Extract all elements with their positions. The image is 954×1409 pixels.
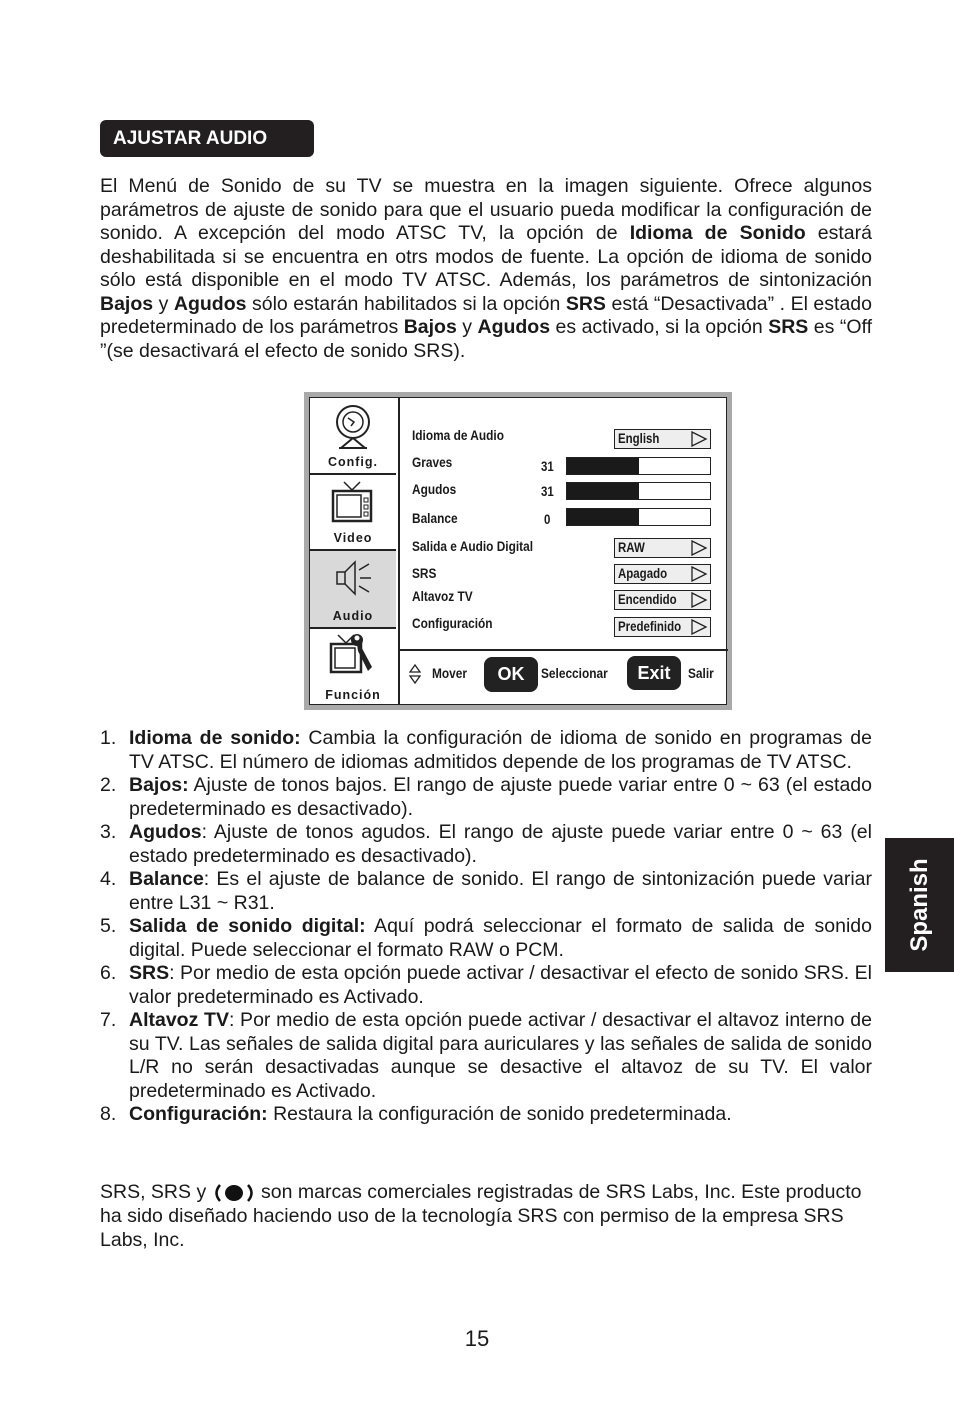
list-item-text: Ajuste de tonos bajos. El rango de ajuste puede variar entre 0 ~ 63 (el estado predeterminado es desactivado). xyxy=(129,774,872,820)
trademark-text-end: son marcas comerciales registradas de SRS Labs, Inc. Este producto ha sido diseñado haciendo uso de la tecnología SRS con permiso de la empresa SRS Labs, Inc. xyxy=(100,1181,862,1251)
list-item xyxy=(100,821,872,868)
ok-button[interactable]: OK xyxy=(484,657,538,692)
list-item-term: Idioma de sonido: xyxy=(129,727,301,749)
list-item xyxy=(100,868,872,915)
sidebar-label-audio: Audio xyxy=(332,609,374,623)
row-label-srs: SRS xyxy=(412,566,437,581)
graves-value: 31 xyxy=(541,459,554,474)
row-label-idioma: Idioma de Audio xyxy=(412,428,504,443)
exit-button[interactable]: Exit xyxy=(627,656,681,690)
list-item-term: Configuración: xyxy=(129,1103,268,1125)
menu-footer xyxy=(398,649,728,706)
list-item-text: Cambia la configuración de idioma de sonido en programas de TV ATSC. El número de idiomas admitidos depende de los programas de TV ATSC. xyxy=(129,727,872,773)
option-value-altavoz: Encendido xyxy=(618,592,677,607)
sidebar-label-video: Video xyxy=(333,531,373,545)
option-value-configuracion: Predefinido xyxy=(618,619,682,634)
graves-slider-fill xyxy=(567,458,639,474)
language-tab-label: Spanish xyxy=(905,858,933,952)
intro-paragraph: El Menú de Sonido de su TV se muestra en la imagen siguiente. Ofrece algunos parámetros de ajuste de sonido para que el usuario pueda modificar la configuración de sonido. A excepción del modo ATSC TV, la opción de Idioma de Sonido estará deshabilitada si se encuentra en otrs modos de fuente. La opción de idioma de sonido sólo está disponible en el modo TV ATSC. Además, los parámetros de sintonización Bajos y Agudos sólo estarán habilitados si la opción SRS está “Desactivada” . El estado predeterminado de los parámetros Bajos y Agudos es activado, si la opción SRS es “Off ”(se desactivará el efecto de sonido SRS). xyxy=(100,175,872,362)
sidebar-item-funcion xyxy=(310,629,396,704)
menu-sidebar xyxy=(310,398,400,704)
list-item-number: 3. xyxy=(100,821,117,843)
option-salida[interactable] xyxy=(614,538,711,558)
option-value-idioma: English xyxy=(618,431,660,446)
sidebar-label-config: Config. xyxy=(327,455,379,469)
list-item xyxy=(100,727,872,774)
footer-quit-label: Salir xyxy=(688,666,714,681)
tv-wrench-icon xyxy=(328,631,376,679)
audio-menu-screenshot xyxy=(304,392,732,710)
list-item-text: Aquí podrá seleccionar el formato de salida de sonido digital. Puede seleccionar el formato RAW o PCM. xyxy=(129,915,872,961)
option-value-srs: Apagado xyxy=(618,566,668,581)
agudos-value: 31 xyxy=(541,484,554,499)
list-item-text: : Ajuste de tonos agudos. El rango de ajuste puede variar entre 0 ~ 63 (el estado predeterminado es desactivado). xyxy=(129,821,872,867)
list-item-term: Altavoz TV xyxy=(129,1009,229,1031)
list-item-term: Balance xyxy=(129,868,204,890)
list-item-number: 2. xyxy=(100,774,117,796)
list-item xyxy=(100,1103,872,1127)
trademark-notice xyxy=(100,1180,872,1252)
list-item xyxy=(100,1009,872,1103)
up-down-arrow-icon xyxy=(409,663,421,685)
list-item-number: 7. xyxy=(100,1009,117,1031)
row-label-balance: Balance xyxy=(412,511,458,526)
satellite-dish-icon xyxy=(331,404,375,450)
row-label-configuracion: Configuración xyxy=(412,616,493,631)
arrow-right-icon xyxy=(690,431,708,447)
list-item-term: Agudos xyxy=(129,821,202,843)
list-item-text: Restaura la configuración de sonido predeterminada. xyxy=(267,1103,732,1125)
option-altavoz[interactable] xyxy=(614,590,711,610)
list-item-text: : Es el ajuste de balance de sonido. El rango de sintonización puede variar entre L31 ~ R31. xyxy=(129,868,872,914)
row-label-agudos: Agudos xyxy=(412,482,457,497)
tv-icon xyxy=(330,478,374,524)
sidebar-item-audio xyxy=(310,551,396,629)
option-idioma[interactable] xyxy=(614,429,711,449)
row-label-altavoz: Altavoz TV xyxy=(412,589,473,604)
list-item-number: 4. xyxy=(100,868,117,890)
trademark-text-start: SRS, SRS y xyxy=(100,1181,212,1203)
language-tab xyxy=(885,838,954,972)
page-number: 15 xyxy=(464,1326,490,1351)
balance-slider[interactable] xyxy=(566,508,711,526)
list-item-number: 8. xyxy=(100,1103,117,1125)
footer-move-label: Mover xyxy=(432,666,467,681)
feature-list xyxy=(100,727,872,1127)
arrow-right-icon xyxy=(690,619,708,635)
agudos-slider[interactable] xyxy=(566,482,711,500)
list-item-number: 5. xyxy=(100,915,117,937)
list-item xyxy=(100,915,872,962)
sidebar-item-video xyxy=(310,475,396,551)
list-item xyxy=(100,962,872,1009)
sidebar-label-funcion: Función xyxy=(325,688,381,702)
option-srs[interactable] xyxy=(614,564,711,584)
list-item-term: SRS xyxy=(129,962,170,984)
graves-slider[interactable] xyxy=(566,457,711,475)
row-label-graves: Graves xyxy=(412,455,453,470)
row-label-salida: Salida e Audio Digital xyxy=(412,539,534,554)
section-title: AJUSTAR AUDIO xyxy=(100,120,314,157)
list-item-text: : Por medio de esta opción puede activar / desactivar el efecto de sonido SRS. El valor predeterminado es Activado. xyxy=(129,962,872,1008)
footer-select-label: Seleccionar xyxy=(541,666,608,681)
arrow-right-icon xyxy=(690,566,708,582)
balance-value: 0 xyxy=(544,512,551,527)
arrow-right-icon xyxy=(690,592,708,608)
list-item-text: : Por medio de esta opción puede activar / desactivar el altavoz interno de su TV. Las señales de salida digital para auriculares y las señales de salida de sonido L/R no serán desactivadas aunque se desactive el altavoz de su TV. El valor predeterminado es Activado. xyxy=(129,1009,872,1102)
list-item-term: Salida de sonido digital: xyxy=(129,915,366,937)
sidebar-item-config xyxy=(310,398,396,475)
srs-logo-icon xyxy=(212,1182,256,1204)
list-item-term: Bajos: xyxy=(129,774,189,796)
list-item xyxy=(100,774,872,821)
list-item-number: 1. xyxy=(100,727,117,749)
speaker-icon xyxy=(331,556,375,602)
option-configuracion[interactable] xyxy=(614,617,711,637)
agudos-slider-fill xyxy=(567,483,639,499)
arrow-right-icon xyxy=(690,540,708,556)
option-value-salida: RAW xyxy=(618,540,645,555)
list-item-number: 6. xyxy=(100,962,117,984)
balance-slider-fill xyxy=(567,509,639,525)
